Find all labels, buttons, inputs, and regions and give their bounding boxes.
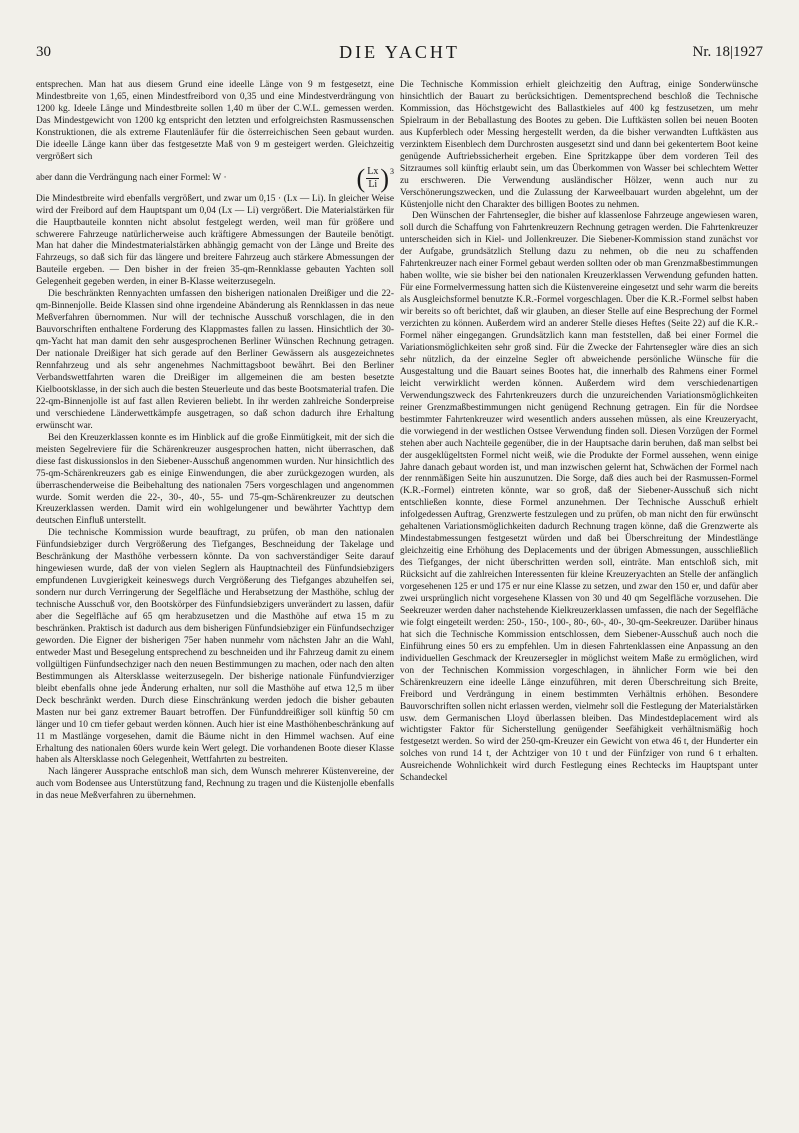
displacement-formula — [36, 163, 394, 193]
left-column — [36, 80, 394, 1120]
formula-fraction: ( $\frac{Lx}{Li}$ ) $^3$ — [356, 163, 394, 193]
paragraph: Die beschränkten Rennyachten umfassen den bisherigen nationalen Dreißiger und die 22-qm-Binnenjolle. Beide Klassen sind ohne irgendeine Abänderung als Rennklassen in das neue Meßverfahren übernommen. Nur will der technische Ausschuß vorschlagen, die in den Bauvorschriften enthaltene Forderung des Klappmastes fallen zu lassen. Hinsichtlich der 30-qm-Yacht hat man damit den sehr ausgesprochenen Berliner Wünschen Rechnung getragen. Der nationale Dreißiger hat sich gerade auf den Berliner Gewässern als ausgezeichnetes Rennfahrzeug und als sehr angenehmes Nachmittagsboot bewährt. Bei den Berliner Verbandswettfahrten waren die Dreißiger im allgemeinen die am besten besetzte Kielbootsklasse, in der sich auch die besten Steuerleute und das beste Bootsmaterial trafen. Die 22-qm-Binnenjolle ist auf fast allen Revieren beliebt. In ihr werden zahlreiche Sonderpreise und verschiedene Länderwettkämpfe ausgetragen, so daß schon dadurch ihre Erhaltung erwünscht war. — [36, 289, 394, 431]
paragraph: Die technische Kommission wurde beauftragt, zu prüfen, ob man den nationalen Fünfundsiebziger durch Vergrößerung des Tiefganges, Beschneidung der Takelage und Beschränkung der Masthöhe verbessern könnte. Da von sachverständiger Seite darauf hingewiesen wurde, daß der von vielen Seglern als Hauptnachteil des Fünfundsiebzigers empfundenen Luvgierigkeit keineswegs durch Vergrößerung des Tiefganges abzuhelfen sei, sondern nur durch Verringerung der Segelfläche und Herabsetzung der Masthöhe, schlug der technische Ausschuß vor, den Bootskörper des Fünfundsiebzigers unverändert zu lassen, dafür aber die Segelfläche auf 65 qm herabzusetzen und die Masthöhe auf etwa 15 m zu beschränken. Praktisch ist dadurch aus dem bisherigen Fünfundsiebziger ein Fünfundsechziger geworden. Die Eigner der bisherigen 75er haben nunmehr vom nächsten Jahr an die Wahl, entweder Mast und Besegelung entsprechend zu beschneiden und ihr Fahrzeug damit zu einem vollgültigen Fünfundsechziger nach den neuen Bestimmungen zu machen, oder nach den alten Bestimmungen als Altersklasse weiterzusegeln. Der bisherige nationale Fünfundvierziger bleibt ebenfalls ohne jede Änderung erhalten, nur soll die Masthöhe auf etwa 12,5 m über Deck beschränkt werden. Durch diese Einschränkung werden jedoch die bisher gebauten Masten nur bei ganz extremer Bauart betroffen. Der Fünfunddreißiger soll künftig 50 cm länger und 10 cm tiefer gebaut werden können. Auch hier ist eine Masthöhenbeschränkung auf 11 m Mastlänge vorgesehen, damit die Bäume nicht in den Himmel wachsen. Auf eine Erhaltung des nationalen 60ers wurde kein Wert gelegt. Die vorhandenen Boote dieser Klasse haben als Altersklasse noch Gelegenheit, Wettfahrten zu bestreiten. — [36, 528, 394, 766]
formula-lead-text: aber dann die Verdrängung nach einer Formel: W · — [36, 172, 227, 183]
formula-exponent: 3 — [390, 166, 394, 176]
page-header — [36, 40, 763, 70]
paragraph: Nach längerer Aussprache entschloß man sich, dem Wunsch mehrerer Küstenvereine, der auch vom Bodensee aus Unterstützung fand, Rechnung zu tragen und die Küstenjolle ebenfalls in das neue Meßverfahren zu übernehmen. — [36, 767, 394, 802]
magazine-title: DIE YACHT — [339, 42, 460, 62]
paragraph: Die Mindestbreite wird ebenfalls vergrößert, und zwar um 0,15 · (Lx — Li). In gleicher Weise wird der Freibord auf dem Hauptspant um 0,04 (Lx — Li) vergrößert. Die Materialstärken für die Hauptbauteile konnten nicht absolut festgelegt werden, weil man für größere und schwerere Fahrzeuge natürlicherweise auch kräftigere Abmessungen der Bauteile benötigt. Man hat daher die Mindestmaterialstärken abhängig gemacht von der Länge und Breite des Fahrzeugs, so daß sich für das längere und breitere Fahrzeug auch stärkere Abmessungen der Bauteile ergeben. — Den bisher in der freien 35-qm-Rennklasse gebauten Yachten soll Gelegenheit gegeben werden, in einer B-Klasse weiterzusegeln. — [36, 193, 394, 288]
paragraph: Bei den Kreuzerklassen konnte es im Hinblick auf die große Einmütigkeit, mit der sich die meisten Segelreviere für die Schärenkreuzer ausgesprochen hatten, nicht überraschen, daß diese fast diskussionslos in den Siebener-Ausschuß angenommen wurden. Nur hinsichtlich des 75-qm-Schärenkreuzers gab es einige Einwendungen, die aber zurückgezogen wurden, als überraschenderweise die Beibehaltung des nationalen 75ers vorgeschlagen und angenommen wurde. Somit werden die 22-, 30-, 40-, 55- und 75-qm-Schärenkreuzer zu deutschen Kreuzerklassen werden. Damit wird ein wohlgelungener und bewährter Yachttyp dem deutschen Einfluß unterstellt. — [36, 432, 394, 527]
paragraph: entsprechen. Man hat aus diesem Grund eine ideelle Länge von 9 m festgesetzt, eine Mindestbreite von 1,65, einen Mindestfreibord von 0,35 und eine Mindestverdrängung von 1200 kg. Ideele Länge und Mindestbreite sollen 1,40 m über der C.W.L. gemessen werden. Das Mindestgewicht von 1200 kg entspricht den letzten und erfolgreichsten Rasmussenschen Konstruktionen, die als extreme Flautenläufer für die österreichischen Seen gebaut wurden. Die ideelle Länge kann über das festgesetzte Maß von 9 m gesteigert werden. Gleichzeitig vergrößert sich — [36, 80, 394, 162]
page-number: 30 — [36, 44, 51, 60]
right-column — [400, 80, 758, 1120]
formula-numerator: Lx — [367, 166, 379, 178]
paragraph: Den Wünschen der Fahrtensegler, die bisher auf klassenlose Fahrzeuge angewiesen waren, soll durch die Schaffung von Fahrtenkreuzern Rechnung getragen werden. Die Fahrtenkreuzer unterscheiden sich in Kiel- und Jollenkreuzer. Die Siebener-Kommission stand zunächst vor der Aufgabe, grundsätzlich Stellung dazu zu nehmen, ob die neu zu schaffenden Fahrtenkreuzer nach einer Formel gebaut werden sollten oder ob man Grenzmaßbestimmungen haben wollte, wie sie bisher bei den nationalen Kreuzerklassen Verwendung gefunden hatten. Für eine Formelvermessung hatten sich die Küstenvereine eingesetzt und sehr warm die bereits als Ausgleichsformel benutzte K.R.-Formel vorgeschlagen. Über die K.R.-Formel selbst haben wir bereits so oft berichtet, daß wir glauben, an dieser Stelle auf eine Besprechung der Formel verzichten zu können. Außerdem wird an anderer Stelle dieses Heftes (Seite 22) auf die K.R.-Formel näher eingegangen. Grundsätzlich kann man feststellen, daß bei einer Formel die Variationsmöglichkeiten sehr groß sind. Für die Zwecke der Fahrtensegler wäre dies an sich sehr nützlich, da der einzelne Segler oft abweichende persönliche Wünsche für die Ausgestaltung und die Bauart seines Bootes hat, die innerhalb des Rahmens einer Formel leicht verwirklicht werden können. Außerdem wird dem verschiedenartigen Verwendungszweck des Fahrtenkreuzers durch die unzureichenden Variationsmöglichkeiten reiner Grenzmaßbestimmungen nicht genügend Rechnung getragen. Ein für die Nordsee bestimmter Fahrtenkreuzer wird wesentlich anders aussehen müssen, als eine Kreuzeryacht, die vorwiegend in der westlichen Ostsee Verwendung finden soll. Diesen Vorzügen der Formel stehen aber auch Nachteile gegenüber, die in der Hauptsache darin beruhen, daß man selbst bei der ausgeklügeltsten Formel nicht weiß, wie die Produkte der Formel aussehen, wenn einige Jahre danach gebaut worden ist, und man inzwischen gelernt hat, Schwächen der Formel nach der rennmäßigen Seite hin auszunutzen. Die Sorge, daß dies auch bei der Rasmussen-Formel (K.R.-Formel) eintreten könnte, war so groß, daß der Siebener-Ausschuß sich nicht entschließen konnte, diese Formel anzunehmen. Der Technische Ausschuß erhielt infolgedessen Auftrag, Grenzwerte festzulegen und zu prüfen, ob man nicht den für erwünscht gehaltenen Variationsmöglichkeiten dadurch Rechnung tragen könne, daß die Grenzwerte als Mindestabmessungen festgesetzt würden und daß bei Überschreitung der Mindestlänge gleichzeitig eine Erhöhung des Deplacements und der übrigen Abmessungen, ausschließlich des Tiefganges, der nicht überschritten werden soll, einträte. Man entschloß sich, mit Rücksicht auf die zahlreichen Interessenten für kleine Kreuzeryachten an Stelle der anfänglich vorgesehenen 125 er und 175 er nur eine Klasse zu setzen, und zwar den 150 er, und dafür aber zwei ursprünglich nicht vorgesehene Klassen von 30 und 40 qm Segelfläche vorzusehen. Die Seekreuzer werden daher nachstehende Kielkreuzerklassen umfassen, die nach der Segelfläche wie folgt eingeteilt werden: 250-, 150-, 100-, 80-, 60-, 40-, 30-qm-Seekreuzer. Darüber hinaus hat sich die Technische Kommission entschlossen, dem Siebener-Ausschuß auch noch die Einführung eines 50 ers zu empfehlen. Um in diesen Fahrtenklassen eine Anpassung an den individuellen Geschmack der Kreuzersegler in möglichst weitem Maße zu ermöglichen, wird von der Technischen Kommission vorgeschlagen, in ähnlicher Form wie bei den Schärenkreuzern eine ideelle Länge einzuführen, mit deren Überschreitung sich Breite, Freibord und Verdrängung in einem bestimmten Verhältnis erhöhen. Besondere Bauvorschriften sollen nicht erlassen werden, vielmehr soll die Festlegung der Materialstärken usw. dem Germanischen Lloyd überlassen bleiben. Das Mindestdeplacement wird als wichtigster Faktor für Sicherstellung genügender Seefähigkeit verhältnismäßig hoch festgesetzt werden. So wird der 250-qm-Kreuzer ein Gewicht von etwa 46 t, der Hunderter ein solches von rund 14 t, der Achtziger von 10 t und der Fünfziger von rund 6 t erhalten. Ausreichende Wohnlichkeit wird durch Festlegung eines Rechtecks im Hauptspant unter Schandeckel — [400, 211, 758, 784]
formula-denominator: Li — [368, 179, 378, 191]
paragraph: Die Technische Kommission erhielt gleichzeitig den Auftrag, einige Sonderwünsche hinsichtlich der Bauart zu berücksichtigen. Dementsprechend beschloß die Technische Kommission, das Höchstgewicht des Ballastkieles auf 400 kg festzusetzen, um mehr Spielraum in der Beballastung des Bootes zu geben. Die Luftkästen sollen bei neuen Booten aus Kupferblech oder Messing hergestellt werden, da die bisher verwandten Luftkästen aus verzinktem Eisenblech dem Durchrosten ausgesetzt sind und dann bei gekentertem Boot keine genügende Auftriebssicherheit ergeben. Eine Spritzkappe über dem vorderen Teil des Sitzraumes soll künftig erlaubt sein, um das Überkommen von Wasser bei schlechtem Wetter zu erschweren. Die Verwendung ausländischer Hölzer, wenn auch nur zu Verschönerungszwecken, und die Zulassung der Karweelbauart wurden abgelehnt, um der Küstenjolle nicht den Charakter des billigen Bootes zu nehmen. — [400, 80, 758, 210]
issue-number: Nr. 18|1927 — [692, 44, 763, 60]
